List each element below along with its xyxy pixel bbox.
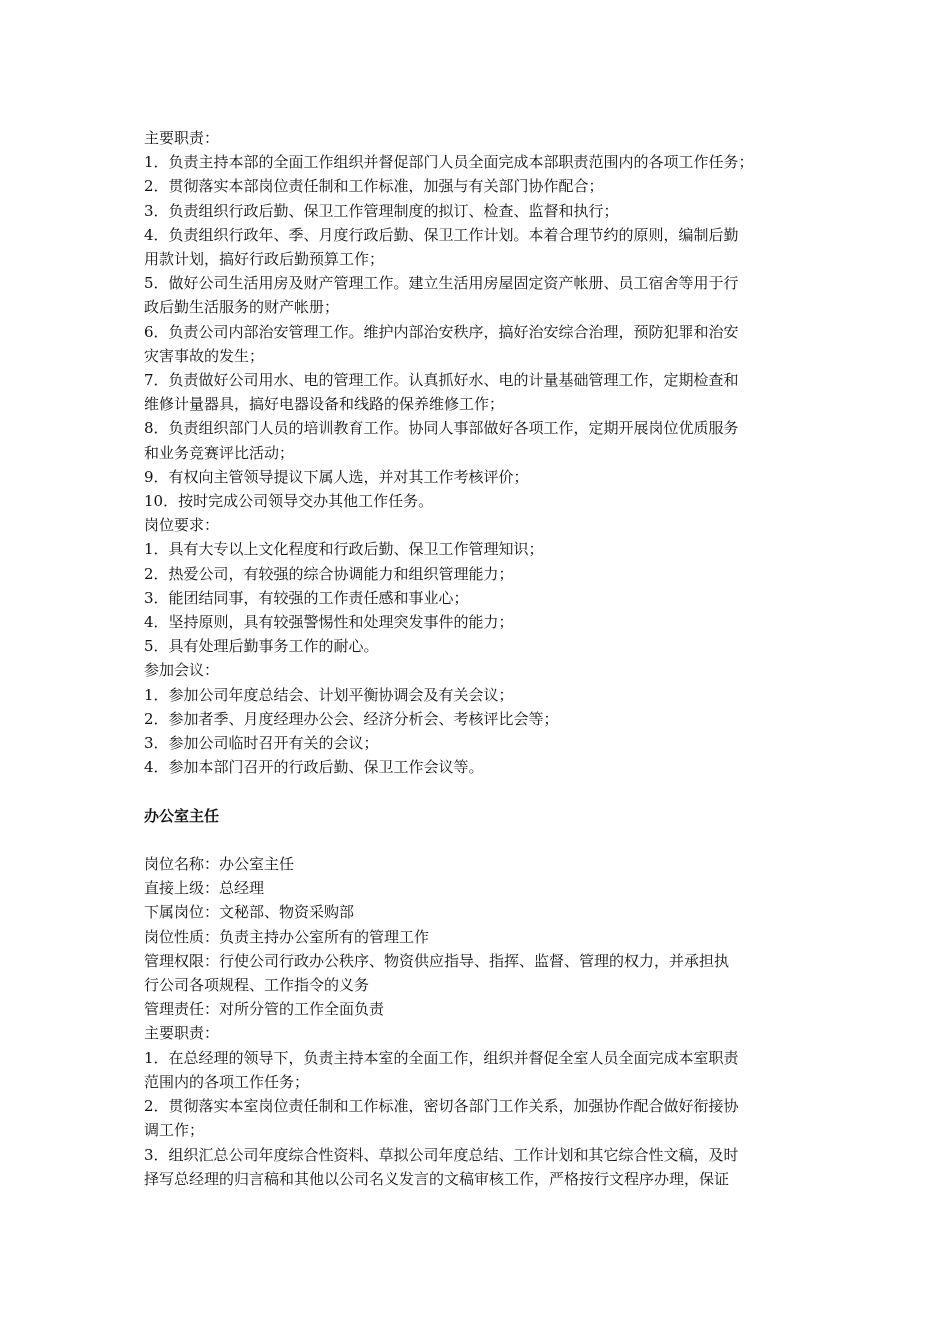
duty-list xyxy=(144,1046,824,1191)
duty-list xyxy=(144,150,824,513)
meeting-item: 2．参加者季、月度经理办公会、经济分析会、考核评比会等； xyxy=(144,709,559,728)
duty-item: 8．负责组织部门人员的培训教育工作。协同人事部做好各项工作，定期开展岗位优质服务 xyxy=(144,419,739,438)
duty-item: 2．贯彻落实本部岗位责任制和工作标准，加强与有关部门协作配合； xyxy=(144,177,604,196)
blank-line xyxy=(144,828,824,852)
requirements-label: 岗位要求： xyxy=(144,516,220,535)
management-responsibility: 管理责任：对所分管的工作全面负责 xyxy=(144,1000,385,1019)
duty-item: 9．有权向主管领导提议下属人选，并对其工作考核评价； xyxy=(144,467,529,486)
duty-item: 3．负责组织行政后勤、保卫工作管理制度的拟订、检查、监督和执行； xyxy=(144,201,619,220)
duty-item-continued: 政后勤生活服务的财产帐册； xyxy=(144,298,340,317)
duty-item: 5．做好公司生活用房及财产管理工作。建立生活用房屋固定资产帐册、员工宿舍等用于行 xyxy=(144,274,739,293)
direct-superior: 直接上级：总经理 xyxy=(144,879,265,898)
position-nature: 岗位性质：负责主持办公室所有的管理工作 xyxy=(144,927,430,946)
meetings-label: 参加会议： xyxy=(144,661,220,680)
duties-label: 主要职责： xyxy=(144,1024,220,1043)
duty-item: 3．组织汇总公司年度综合性资料、草拟公司年度总结、工作计划和其它综合性文稿，及时 xyxy=(144,1145,739,1164)
duty-item: 2．贯彻落实本室岗位责任制和工作标准，密切各部门工作关系，加强协作配合做好衔接协 xyxy=(144,1097,739,1116)
duty-item: 1．在总经理的领导下，负责主持本室的全面工作，组织并督促全室人员全面完成本室职责 xyxy=(144,1048,739,1067)
management-authority: 管理权限：行使公司行政办公秩序、物资供应指导、指挥、监督、管理的权力，并承担执 xyxy=(144,951,730,970)
requirement-list xyxy=(144,537,824,658)
duty-item-continued: 范围内的各项工作任务； xyxy=(144,1072,310,1091)
duty-item-continued: 维修计量器具，搞好电器设备和线路的保养维修工作； xyxy=(144,395,505,414)
duty-item: 10．按时完成公司领导交办其他工作任务。 xyxy=(144,492,434,511)
duty-item: 1．负责主持本部的全面工作组织并督促部门人员全面完成本部职责范围内的各项工作任务； xyxy=(144,153,754,172)
duty-item: 4．负责组织行政年、季、月度行政后勤、保卫工作计划。本着合理节约的原则，编制后勤 xyxy=(144,225,739,244)
duty-item: 6．负责公司内部治安管理工作。维护内部治安秩序，搞好治安综合治理，预防犯罪和治安 xyxy=(144,322,739,341)
duty-item-continued: 择写总经理的归言稿和其他以公司名义发言的文稿审核工作，严格按行文程序办理，保证 xyxy=(144,1169,730,1188)
duty-item: 7．负责做好公司用水、电的管理工作。认真抓好水、电的计量基础管理工作，定期检查和 xyxy=(144,371,739,390)
management-authority-continued: 行公司各项规程、工作指令的义务 xyxy=(144,976,370,995)
duty-item-continued: 调工作； xyxy=(144,1121,205,1140)
meeting-list xyxy=(144,683,824,780)
requirement-item: 5．具有处理后勤事务工作的耐心。 xyxy=(144,637,379,656)
requirement-item: 1．具有大专以上文化程度和行政后勤、保卫工作管理知识； xyxy=(144,540,544,559)
blank-line xyxy=(144,779,824,803)
document-page xyxy=(144,126,824,1191)
requirement-item: 4．坚持原则，具有较强警惕性和处理突发事件的能力； xyxy=(144,613,514,632)
meeting-item: 1．参加公司年度总结会、计划平衡协调会及有关会议； xyxy=(144,685,514,704)
requirement-item: 2．热爱公司，有较强的综合协调能力和组织管理能力； xyxy=(144,564,514,583)
duty-item-continued: 用款计划，搞好行政后勤预算工作； xyxy=(144,250,385,269)
duties-label: 主要职责： xyxy=(144,129,220,147)
meeting-item: 4．参加本部门召开的行政后勤、保卫工作会议等。 xyxy=(144,758,484,777)
duty-item-continued: 和业务竞赛评比活动； xyxy=(144,443,295,462)
duty-item-continued: 灾害事故的发生； xyxy=(144,346,265,365)
requirement-item: 3．能团结同事，有较强的工作责任感和事业心； xyxy=(144,588,469,607)
subordinate-positions: 下属岗位：文秘部、物资采购部 xyxy=(144,903,355,922)
section-title: 办公室主任 xyxy=(144,806,220,825)
meeting-item: 3．参加公司临时召开有关的会议； xyxy=(144,734,379,753)
position-name: 岗位名称：办公室主任 xyxy=(144,855,295,874)
